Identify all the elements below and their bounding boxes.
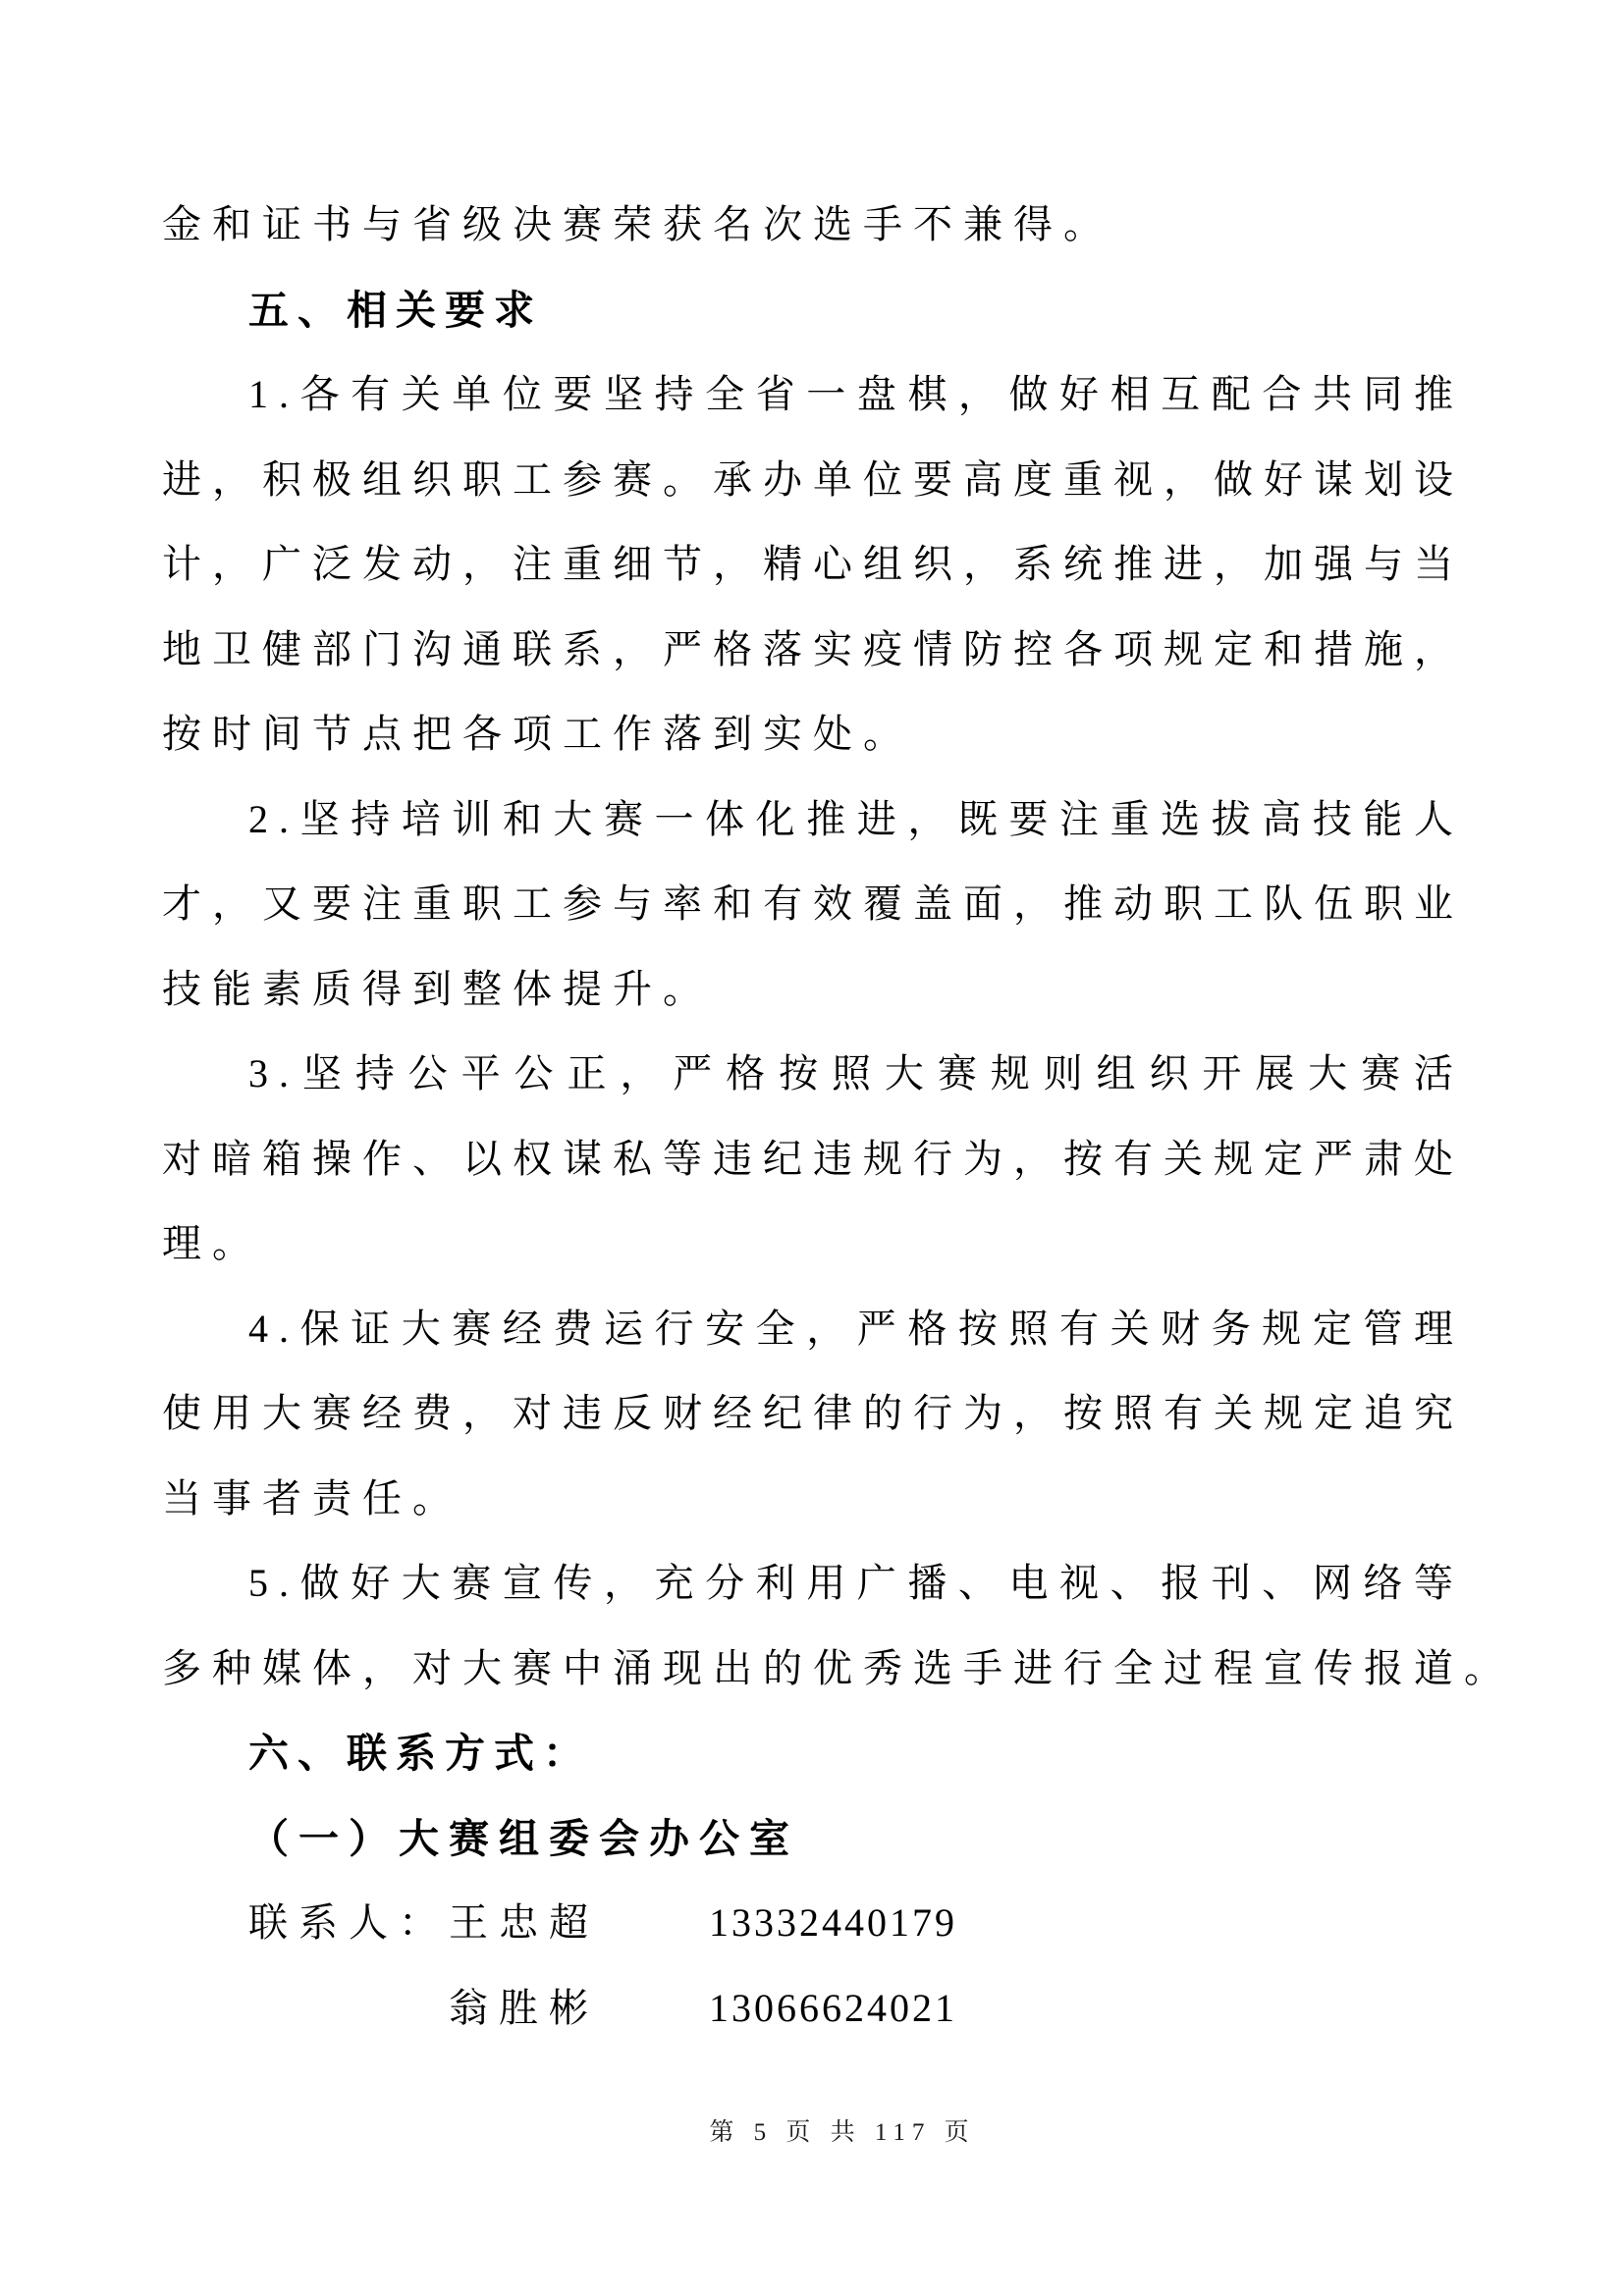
phone-number: 13066624021	[709, 1985, 957, 2030]
line-text: 5.做好大赛宣传，充分利用广播、电视、报刊、网络等	[248, 1561, 1464, 1605]
text-line	[162, 352, 1464, 438]
text-line	[162, 608, 1464, 693]
text-line	[162, 1117, 1464, 1202]
text-line	[162, 1966, 1464, 2052]
line-text: 技能素质得到整体提升。	[162, 966, 713, 1011]
text-line	[162, 777, 1464, 863]
text-line	[162, 1627, 1514, 1712]
text-line	[162, 947, 1464, 1033]
line-text: 按时间节点把各项工作落到实处。	[162, 712, 913, 756]
line-text: 才，又要注重职工参与率和有效覆盖面，推动职工队伍职业	[162, 881, 1464, 926]
page-number-footer: 第 5 页 共 117 页	[709, 2119, 976, 2146]
line-text: 1.各有关单位要坚持全省一盘棋，做好相互配合共同推	[248, 372, 1464, 416]
phone-number: 13332440179	[709, 1900, 957, 1945]
line-text: 金和证书与省级决赛荣获名次选手不兼得。	[162, 202, 1113, 246]
line-text: 对暗箱操作、以权谋私等违纪违规行为，按有关规定严肃处	[162, 1136, 1464, 1181]
text-line	[162, 1457, 1464, 1542]
line-text: 计，广泛发动，注重细节，精心组织，系统推进，加强与当	[162, 542, 1464, 586]
text-line	[162, 183, 1464, 268]
text-line	[162, 1201, 1464, 1287]
text-line	[162, 1541, 1464, 1627]
section-heading	[162, 268, 1464, 353]
line-text: 使用大赛经费，对违反财经纪律的行为，按照有关规定追究	[162, 1391, 1464, 1435]
line-text: 多种媒体，对大赛中涌现出的优秀选手进行全过程宣传报道。	[162, 1645, 1514, 1690]
line-text: 进，积极组织职工参赛。承办单位要高度重视，做好谋划设	[162, 456, 1464, 502]
line-text: 翁胜彬	[449, 1985, 599, 2030]
text-line	[162, 862, 1464, 947]
text-line	[162, 1287, 1464, 1372]
text-line	[162, 438, 1464, 523]
line-text: 3.坚持公平公正，严格按照大赛规则组织开展大赛活	[248, 1051, 1464, 1095]
line-text: 当事者责任。	[162, 1475, 462, 1521]
section-heading	[162, 1711, 1464, 1796]
document-body	[162, 183, 1514, 2051]
text-line	[162, 522, 1464, 608]
text-line	[162, 692, 1464, 777]
line-text: 五、相关要求	[248, 287, 543, 333]
text-line	[162, 1032, 1464, 1117]
line-text: 理。	[162, 1221, 262, 1265]
line-text: （一）大赛组委会办公室	[248, 1815, 799, 1861]
line-text: 联系人：王忠超	[248, 1900, 599, 1945]
section-heading	[162, 1796, 1464, 1882]
line-text: 六、联系方式：	[248, 1731, 592, 1776]
line-text: 4.保证大赛经费运行安全，严格按照有关财务规定管理	[248, 1306, 1464, 1351]
text-line	[162, 1881, 1464, 1966]
line-text: 地卫健部门沟通联系，严格落实疫情防控各项规定和措施，	[162, 626, 1464, 671]
line-text: 2.坚持培训和大赛一体化推进，既要注重选拔高技能人	[248, 796, 1464, 841]
text-line	[162, 1371, 1464, 1457]
